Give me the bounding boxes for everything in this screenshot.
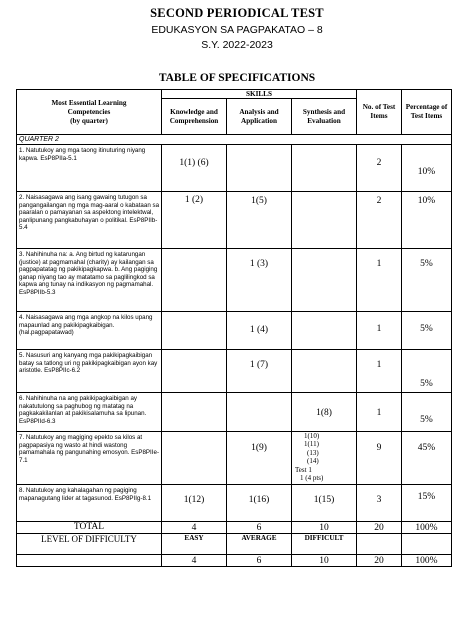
- percent-cell: 5%: [402, 393, 452, 432]
- difficulty-easy: EASY: [162, 534, 227, 555]
- knowledge-cell: [162, 350, 227, 393]
- competency-cell: 3. Nahihinuha na: a. Ang birtud ng katarungan (justice) at pagmamahal (charity) ay kailangan sa pagpapatatag ng pakikipagkapwa. b. Ang pagiging ganap niyang tao ay matatamo sa paglilingkod sa kapwa ang tunay na indikasyon ng pagmamahal. EsP8PIIb-5.3: [17, 249, 162, 312]
- analysis-header: Analysis and Application: [227, 99, 292, 135]
- total-row: [17, 522, 452, 534]
- synthesis-cell: [292, 350, 357, 393]
- knowledge-cell: 1(12): [162, 485, 227, 522]
- analysis-cell: 1 (4): [227, 312, 292, 350]
- table-title: TABLE OF SPECIFICATIONS: [158, 72, 316, 84]
- analysis-cell: [227, 393, 292, 432]
- num-items-header: No. of Test Items: [357, 90, 402, 135]
- analysis-cell: 1(5): [227, 192, 292, 249]
- knowledge-cell: 1 (2): [162, 192, 227, 249]
- percent-cell: 5%: [402, 249, 452, 312]
- synthesis-cell: 1(15): [292, 485, 357, 522]
- table-row: [17, 249, 452, 312]
- knowledge-cell: [162, 312, 227, 350]
- total-items: 20: [357, 522, 402, 534]
- items-cell: 2: [357, 145, 402, 192]
- percent-cell: 10%: [402, 145, 452, 192]
- analysis-cell: 1(16): [227, 485, 292, 522]
- items-cell: 2: [357, 192, 402, 249]
- subject-line: EDUKASYON SA PAGPAKATAO – 8: [151, 24, 323, 36]
- items-cell: 3: [357, 485, 402, 522]
- difficulty-label: LEVEL OF DIFFICULTY: [17, 534, 162, 555]
- table-row: [17, 432, 452, 485]
- items-cell: 1: [357, 312, 402, 350]
- difficulty-empty-items: [357, 534, 402, 555]
- items-cell: 1: [357, 393, 402, 432]
- competency-cell: 4. Naisasagawa ang mga angkop na kilos upang mapaunlad ang pakikipagkaibigan. (hal.pagpapatawad): [17, 312, 162, 350]
- school-year: S.Y. 2022-2023: [201, 39, 273, 51]
- competency-cell: 5. Nasusuri ang kanyang mga pakikipagkaibigan batay sa tatlong uri ng pakikipagkaibigan ayon kay aristotle. EsP8PIIc-6.2: [17, 350, 162, 393]
- knowledge-cell: [162, 393, 227, 432]
- difficulty-row: [17, 534, 452, 555]
- competency-cell: 2. Naisasagawa ang isang gawaing tutugon sa pangangailangan ng mga mag-aaral o kabataan sa paaralan o pamayanan sa aspektong intelektwal, panlipunang pangkabuhayan o politikal. EsP8PIIb-5.4: [17, 192, 162, 249]
- percent-cell: 5%: [402, 312, 452, 350]
- percent-cell: 15%: [402, 485, 452, 522]
- difficulty-difficult: DIFFICULT: [292, 534, 357, 555]
- synthesis-cell: 1(8): [292, 393, 357, 432]
- knowledge-cell: 1(1) (6): [162, 145, 227, 192]
- difficulty-empty-percent: [402, 534, 452, 555]
- competency-cell: 7. Natutukoy ang magiging epekto sa kilos at pagpapasiya ng wasto at hindi wastong pamamahala ng pangunahing emosyon. EsP8PIIe-7.1: [17, 432, 162, 485]
- final-analysis: 6: [227, 555, 292, 567]
- synthesis-header: Synthesis and Evaluation: [292, 99, 357, 135]
- final-percent: 100%: [402, 555, 452, 567]
- synthesis-cell: [292, 145, 357, 192]
- synthesis-cell: [292, 312, 357, 350]
- total-percent: 100%: [402, 522, 452, 534]
- synthesis-cell: 1(10) 1(11) (13) (14) Test 1 1 (4 pts): [292, 432, 357, 485]
- table-row: [17, 393, 452, 432]
- percent-cell: 5%: [402, 350, 452, 393]
- analysis-cell: 1(9): [227, 432, 292, 485]
- difficulty-average: AVERAGE: [227, 534, 292, 555]
- percent-cell: 45%: [402, 432, 452, 485]
- knowledge-cell: [162, 249, 227, 312]
- analysis-cell: [227, 145, 292, 192]
- final-empty-label: [17, 555, 162, 567]
- analysis-cell: 1 (7): [227, 350, 292, 393]
- percent-cell: 10%: [402, 192, 452, 249]
- table-row: [17, 485, 452, 522]
- items-cell: 1: [357, 350, 402, 393]
- final-items: 20: [357, 555, 402, 567]
- percentage-header: Percentage of Test Items: [402, 90, 452, 135]
- total-label: TOTAL: [17, 522, 162, 534]
- table-row: [17, 312, 452, 350]
- competency-cell: 8. Natutukoy ang kahalagahan ng pagiging mapanagutang lider at tagasunod. EsP8PIIg-8.1: [17, 485, 162, 522]
- table-row: [17, 145, 452, 192]
- table-row: [17, 350, 452, 393]
- final-total-row: [17, 555, 452, 567]
- competency-cell: 6. Nahihinuha na ang pakikipagkaibigan ay nakatutulong sa paghubog ng matatag na pagkakakilanlan at pakikisalamuha sa lipunan. EsP8PIId-6.3: [17, 393, 162, 432]
- skills-header: SKILLS: [162, 90, 357, 99]
- final-synthesis: 10: [292, 555, 357, 567]
- items-cell: 1: [357, 249, 402, 312]
- table-row: [17, 192, 452, 249]
- competency-cell: 1. Natutukoy ang mga taong itinuturing niyang kapwa. EsP8PIIa-5.1: [17, 145, 162, 192]
- total-synthesis: 10: [292, 522, 357, 534]
- analysis-cell: 1 (3): [227, 249, 292, 312]
- knowledge-header: Knowledge and Comprehension: [162, 99, 227, 135]
- items-cell: 9: [357, 432, 402, 485]
- quarter-label: QUARTER 2: [17, 135, 452, 145]
- competencies-header: Most Essential Learning Competencies (by quarter): [17, 90, 162, 135]
- synthesis-cell: [292, 192, 357, 249]
- total-knowledge: 4: [162, 522, 227, 534]
- total-analysis: 6: [227, 522, 292, 534]
- knowledge-cell: [162, 432, 227, 485]
- final-knowledge: 4: [162, 555, 227, 567]
- synthesis-cell: [292, 249, 357, 312]
- specifications-table: [16, 89, 452, 567]
- document-title: SECOND PERIODICAL TEST: [150, 6, 324, 20]
